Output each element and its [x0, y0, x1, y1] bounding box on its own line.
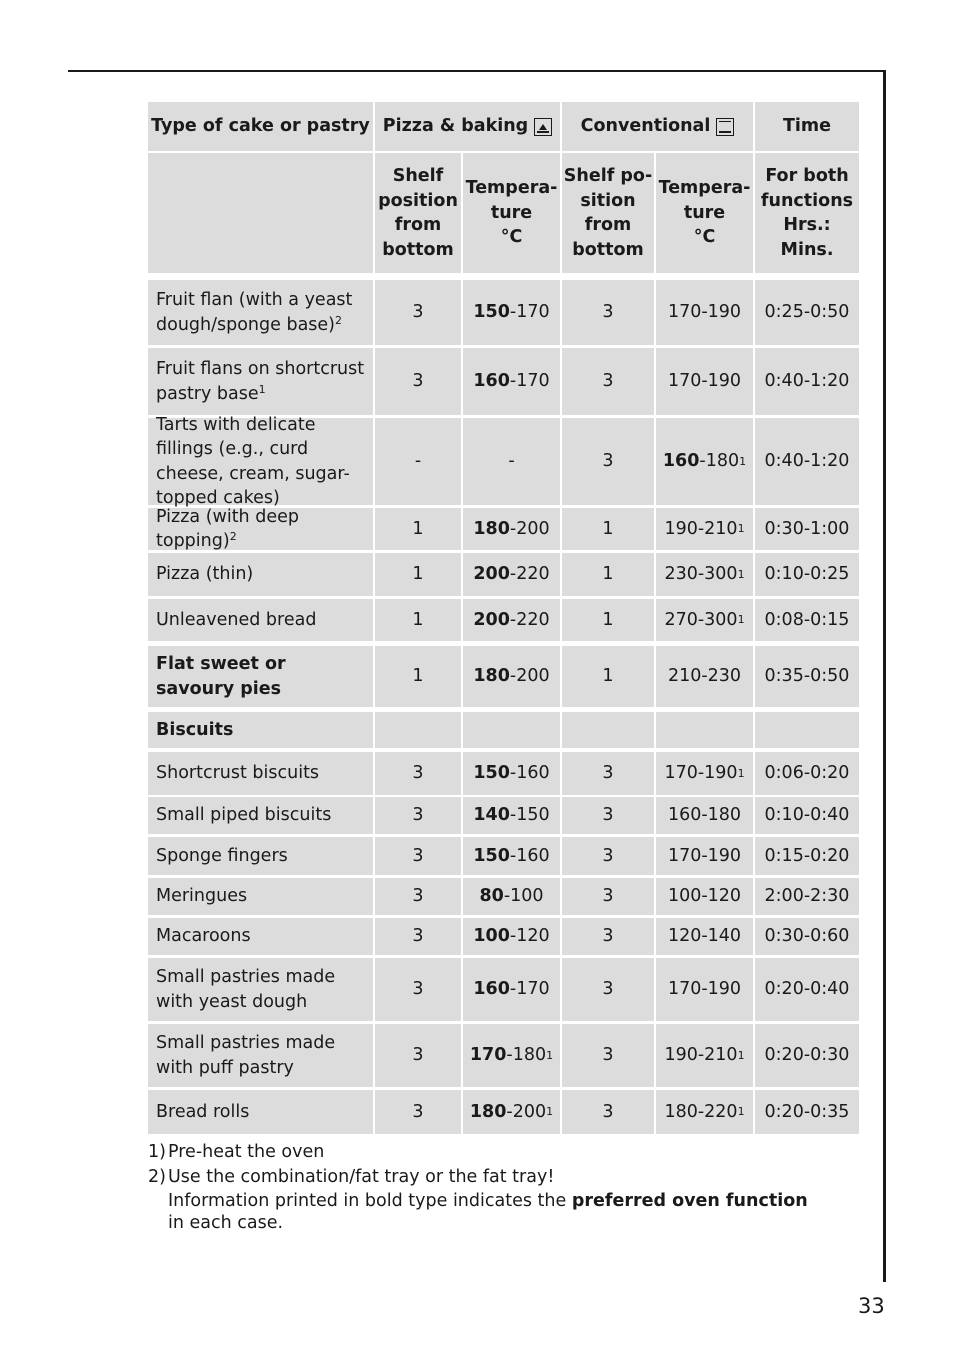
- header-time-label: Time: [782, 116, 832, 137]
- time-value: 0:08-0:15: [764, 609, 850, 630]
- row-name-text: [156, 608, 316, 633]
- conv-temp: 190-210 1: [656, 508, 753, 550]
- shelf-value: 3: [412, 371, 424, 392]
- header-line: For both: [765, 166, 849, 186]
- temp-range: -170: [509, 371, 550, 392]
- dish-name: Flat sweet or savoury pies: [156, 654, 286, 699]
- dish-name: Pizza (with deep topping): [156, 506, 299, 551]
- dish-name: Unleavened bread: [156, 609, 317, 630]
- temp-range: 180-220: [664, 1101, 738, 1122]
- time-value: 0:20-0:30: [764, 1045, 850, 1066]
- time: [755, 553, 859, 596]
- temp-range: 170-190: [667, 371, 742, 392]
- header-pizza-label: Pizza & baking: [382, 116, 529, 137]
- conv-temp: 270-300 1: [656, 599, 753, 641]
- pizza-temp: [463, 553, 560, 596]
- dish-name: Tarts with delicate fillings (e.g., curd cheese, cream, sugar-topped cakes): [156, 414, 350, 508]
- time: [755, 958, 859, 1021]
- row-name-text: [156, 924, 251, 949]
- row-name-text: [156, 357, 369, 406]
- dish-name: Fruit flan (with a yeast dough/sponge base): [156, 290, 353, 335]
- preferred-temp: 180: [473, 518, 510, 539]
- pizza-temp: [463, 837, 560, 875]
- row-name-text: [156, 562, 253, 587]
- header-line: bottom: [382, 239, 454, 260]
- temp-range: 170-190: [667, 302, 742, 323]
- time: [755, 1090, 859, 1134]
- time-value: 0:25-0:50: [764, 302, 850, 323]
- pizza-shelf: [375, 418, 461, 505]
- row-name-text: [156, 965, 369, 1014]
- dish-name: Pizza (thin): [156, 564, 254, 585]
- time: [755, 837, 859, 875]
- row-name: [148, 797, 373, 834]
- row-name-text: [156, 718, 233, 743]
- row-name-text: [156, 844, 288, 869]
- footnote-marker: 2: [335, 313, 343, 327]
- header-line: from: [584, 215, 632, 235]
- pizza-temp: [463, 918, 560, 955]
- dish-name: Biscuits: [156, 719, 234, 740]
- conv-shelf: [562, 752, 654, 795]
- conv-shelf: [562, 348, 654, 415]
- shelf-value: 3: [412, 845, 424, 866]
- header-conventional-label: Conventional: [580, 116, 711, 137]
- conv-shelf: [562, 712, 654, 748]
- header-line: ture: [683, 202, 726, 223]
- pizza-temp: [463, 508, 560, 550]
- pizza-shelf: [375, 599, 461, 641]
- header-pizza-baking: [375, 102, 560, 151]
- header-type-label: Type of cake or pastry: [151, 116, 370, 137]
- pizza-temp: [463, 348, 560, 415]
- temp-range: 270-300: [664, 609, 738, 630]
- row-name: [148, 599, 373, 641]
- time: [755, 348, 859, 415]
- pizza-shelf: [375, 646, 461, 707]
- header-time-sub: [755, 153, 859, 273]
- temp-range: -: [508, 451, 515, 472]
- conv-temp: [656, 348, 753, 415]
- shelf-value: 3: [602, 926, 614, 947]
- row-name-text: [156, 803, 331, 828]
- shelf-value: 3: [602, 1101, 614, 1122]
- dish-name: Fruit flans on shortcrust pastry base: [156, 359, 365, 404]
- header-time: [755, 102, 859, 151]
- conv-shelf: [562, 837, 654, 875]
- conv-shelf: [562, 1090, 654, 1134]
- conv-shelf: [562, 508, 654, 550]
- shelf-value: 3: [602, 302, 614, 323]
- preferred-temp: 170: [469, 1045, 507, 1066]
- time-value: 0:20-0:40: [764, 979, 850, 1000]
- row-name-text: [156, 1100, 249, 1125]
- time: [755, 1024, 859, 1087]
- header-pizza-shelf: [375, 153, 461, 273]
- conv-shelf: [562, 878, 654, 915]
- temp-range: 230-300: [664, 564, 738, 585]
- preferred-temp: 200: [473, 609, 510, 630]
- footnote-1: 1) Pre-heat the oven: [148, 1142, 325, 1162]
- pizza-shelf: [375, 752, 461, 795]
- row-name: [148, 414, 373, 508]
- dish-name: Sponge fingers: [156, 845, 288, 866]
- pizza-temp: [463, 712, 560, 748]
- time: [755, 280, 859, 345]
- dish-name: Meringues: [156, 886, 248, 907]
- header-line: Hrs.: Mins.: [780, 215, 834, 260]
- shelf-value: 1: [602, 666, 614, 687]
- pizza-shelf: [375, 712, 461, 748]
- shelf-value: 1: [412, 609, 424, 630]
- temp-range: -220: [509, 609, 550, 630]
- temp-range: -160: [509, 763, 550, 784]
- pizza-shelf: [375, 958, 461, 1021]
- shelf-value: 3: [602, 451, 614, 472]
- conv-temp: 180-220 1: [656, 1090, 753, 1134]
- pizza-temp: 180 -200 1: [463, 1090, 560, 1134]
- shelf-value: 1: [412, 666, 424, 687]
- temp-range: -150: [509, 805, 550, 826]
- header-conventional: [562, 102, 753, 151]
- header-line: position: [378, 190, 458, 211]
- shelf-value: 1: [602, 518, 614, 539]
- pizza-temp: [463, 797, 560, 834]
- conv-temp: 160 -180 1: [656, 418, 753, 505]
- temp-range: -170: [509, 979, 550, 1000]
- conv-temp: [656, 878, 753, 915]
- row-name-text: [156, 652, 369, 701]
- conv-shelf: [562, 797, 654, 834]
- pizza-temp: [463, 599, 560, 641]
- row-name: [148, 508, 373, 550]
- time-value: 0:40-1:20: [764, 451, 850, 472]
- header-line: °C: [500, 227, 523, 248]
- preferred-temp: 180: [469, 1101, 507, 1122]
- dish-name: Small piped biscuits: [156, 805, 332, 826]
- conv-shelf: [562, 918, 654, 955]
- preferred-temp: 200: [473, 564, 510, 585]
- preferred-temp: 150: [473, 302, 510, 323]
- temp-range: -180: [506, 1045, 547, 1066]
- conv-temp: [656, 797, 753, 834]
- row-name: [148, 553, 373, 596]
- preferred-temp: 100: [473, 926, 510, 947]
- preferred-temp: 160: [473, 371, 510, 392]
- time-value: 0:30-0:60: [764, 926, 850, 947]
- pizza-shelf: [375, 1024, 461, 1087]
- temp-range: -200: [509, 518, 550, 539]
- conv-temp: 190-210 1: [656, 1024, 753, 1087]
- preferred-temp: 150: [473, 845, 510, 866]
- temp-range: 170-190: [667, 845, 742, 866]
- temp-range: -200: [509, 666, 550, 687]
- time-value: 0:10-0:25: [764, 564, 850, 585]
- time: [755, 918, 859, 955]
- dish-name: Macaroons: [156, 926, 251, 947]
- pizza-shelf: [375, 508, 461, 550]
- time-value: 0:06-0:20: [764, 763, 850, 784]
- time-value: 0:30-1:00: [764, 518, 850, 539]
- header-line: functions: [760, 190, 854, 211]
- header-line: Shelf po-: [563, 166, 653, 186]
- row-name: [148, 1090, 373, 1134]
- temp-range: 160-180: [667, 805, 742, 826]
- row-name-text: [156, 761, 319, 786]
- shelf-value: 3: [412, 1045, 424, 1066]
- time-value: 0:15-0:20: [764, 845, 850, 866]
- temp-range: 120-140: [667, 926, 742, 947]
- time-value: 0:40-1:20: [764, 371, 850, 392]
- row-name-text: [156, 505, 369, 554]
- pizza-temp: [463, 752, 560, 795]
- shelf-value: 1: [412, 564, 424, 585]
- shelf-value: 3: [602, 1045, 614, 1066]
- header-line: Tempera-: [465, 178, 558, 199]
- temp-range: -100: [503, 886, 544, 907]
- pizza-shelf: [375, 878, 461, 915]
- conv-shelf: [562, 599, 654, 641]
- temp-range: -220: [509, 564, 550, 585]
- row-name-text: [156, 1031, 369, 1080]
- temp-range: 210-230: [667, 666, 742, 687]
- header-conv-temp: [656, 153, 753, 273]
- conv-temp: [656, 918, 753, 955]
- footnote-marker: 1: [258, 382, 266, 396]
- pizza-shelf: [375, 918, 461, 955]
- conv-temp: [656, 646, 753, 707]
- time: [755, 646, 859, 707]
- header-line: sition: [580, 190, 636, 211]
- row-name: [148, 878, 373, 915]
- pizza-shelf: [375, 553, 461, 596]
- dish-name: Small pastries made with puff pastry: [156, 1033, 336, 1078]
- footnotes: [148, 1140, 828, 1234]
- pizza-shelf: [375, 797, 461, 834]
- row-name: [148, 958, 373, 1021]
- header-line: Tempera-: [658, 178, 751, 199]
- conv-shelf: [562, 1024, 654, 1087]
- temp-range: 190-210: [664, 1045, 738, 1066]
- time-value: 0:10-0:40: [764, 805, 850, 826]
- pizza-baking-icon: [534, 118, 552, 136]
- row-name: [148, 280, 373, 345]
- conv-temp: [656, 837, 753, 875]
- conv-shelf: [562, 553, 654, 596]
- temp-range: -170: [509, 302, 550, 323]
- dish-name: Small pastries made with yeast dough: [156, 967, 336, 1012]
- row-name-text: [156, 288, 369, 337]
- shelf-value: 3: [602, 805, 614, 826]
- shelf-value: 3: [412, 886, 424, 907]
- dish-name: Bread rolls: [156, 1101, 250, 1122]
- pizza-temp: [463, 418, 560, 505]
- temp-range: -180: [699, 451, 740, 472]
- conv-shelf: [562, 958, 654, 1021]
- time: [755, 418, 859, 505]
- pizza-shelf: [375, 837, 461, 875]
- header-blank: [148, 153, 373, 273]
- temp-range: -160: [509, 845, 550, 866]
- pizza-temp: [463, 646, 560, 707]
- shelf-value: 3: [602, 763, 614, 784]
- preferred-temp: 160: [662, 451, 700, 472]
- header-line: °C: [693, 227, 716, 248]
- time-value: 2:00-2:30: [764, 886, 850, 907]
- conv-shelf: [562, 646, 654, 707]
- footnote-marker: 2: [229, 530, 237, 543]
- right-rule: [883, 70, 886, 1282]
- row-name: [148, 918, 373, 955]
- shelf-value: 3: [602, 845, 614, 866]
- header-line: from: [394, 215, 442, 235]
- temp-range: -200: [506, 1101, 547, 1122]
- preferred-temp: 150: [473, 763, 510, 784]
- conv-temp: 170-190 1: [656, 752, 753, 795]
- temp-range: -120: [509, 926, 550, 947]
- pizza-temp: [463, 958, 560, 1021]
- shelf-value: 3: [412, 1101, 424, 1122]
- row-name: [148, 646, 373, 707]
- conv-shelf: [562, 418, 654, 505]
- conv-temp: [656, 958, 753, 1021]
- temp-range: 170-190: [667, 979, 742, 1000]
- dish-name: Shortcrust biscuits: [156, 763, 320, 784]
- conv-temp: [656, 712, 753, 748]
- pizza-temp: [463, 878, 560, 915]
- header-line: bottom: [572, 239, 644, 260]
- shelf-value: 1: [602, 564, 614, 585]
- time: [755, 599, 859, 641]
- pizza-shelf: [375, 280, 461, 345]
- preferred-temp: 180: [473, 666, 510, 687]
- time-value: 0:20-0:35: [764, 1101, 850, 1122]
- time-value: 0:35-0:50: [764, 666, 850, 687]
- time: [755, 797, 859, 834]
- header-type: [148, 102, 373, 151]
- conventional-icon: [716, 118, 734, 136]
- pizza-temp: [463, 280, 560, 345]
- temp-range: 170-190: [664, 763, 738, 784]
- shelf-value: 3: [602, 371, 614, 392]
- temp-range: 100-120: [667, 886, 742, 907]
- conv-shelf: [562, 280, 654, 345]
- preferred-temp: 160: [473, 979, 510, 1000]
- preferred-temp: 80: [479, 886, 504, 907]
- shelf-value: 3: [412, 805, 424, 826]
- pizza-shelf: [375, 348, 461, 415]
- temp-range: 190-210: [664, 518, 738, 539]
- row-name: [148, 1024, 373, 1087]
- shelf-value: 1: [602, 609, 614, 630]
- time: [755, 508, 859, 550]
- bold-info-note: Information printed in bold type indicates the preferred oven function in each case.: [168, 1191, 808, 1233]
- row-name-text: [156, 413, 369, 511]
- conv-temp: [656, 280, 753, 345]
- shelf-value: 1: [412, 518, 424, 539]
- row-name: [148, 752, 373, 795]
- shelf-value: 3: [602, 886, 614, 907]
- row-name-text: [156, 884, 247, 909]
- footnote-2: 2) Use the combination/fat tray or the fat tray!: [148, 1167, 555, 1187]
- shelf-value: 3: [602, 979, 614, 1000]
- row-name: [148, 712, 373, 748]
- shelf-value: 3: [412, 763, 424, 784]
- preferred-temp: 140: [473, 805, 510, 826]
- pizza-temp: 170 -180 1: [463, 1024, 560, 1087]
- row-name: [148, 837, 373, 875]
- page-number: 33: [858, 1294, 885, 1318]
- time: [755, 878, 859, 915]
- conv-temp: 230-300 1: [656, 553, 753, 596]
- shelf-value: 3: [412, 302, 424, 323]
- row-name: [148, 348, 373, 415]
- top-rule: [68, 70, 886, 72]
- header-pizza-temp: [463, 153, 560, 273]
- header-conv-shelf: [562, 153, 654, 273]
- shelf-value: 3: [412, 926, 424, 947]
- header-line: Shelf: [392, 166, 444, 186]
- pizza-shelf: [375, 1090, 461, 1134]
- header-line: ture: [490, 202, 533, 223]
- shelf-value: -: [414, 451, 422, 472]
- time: [755, 752, 859, 795]
- time: [755, 712, 859, 748]
- shelf-value: 3: [412, 979, 424, 1000]
